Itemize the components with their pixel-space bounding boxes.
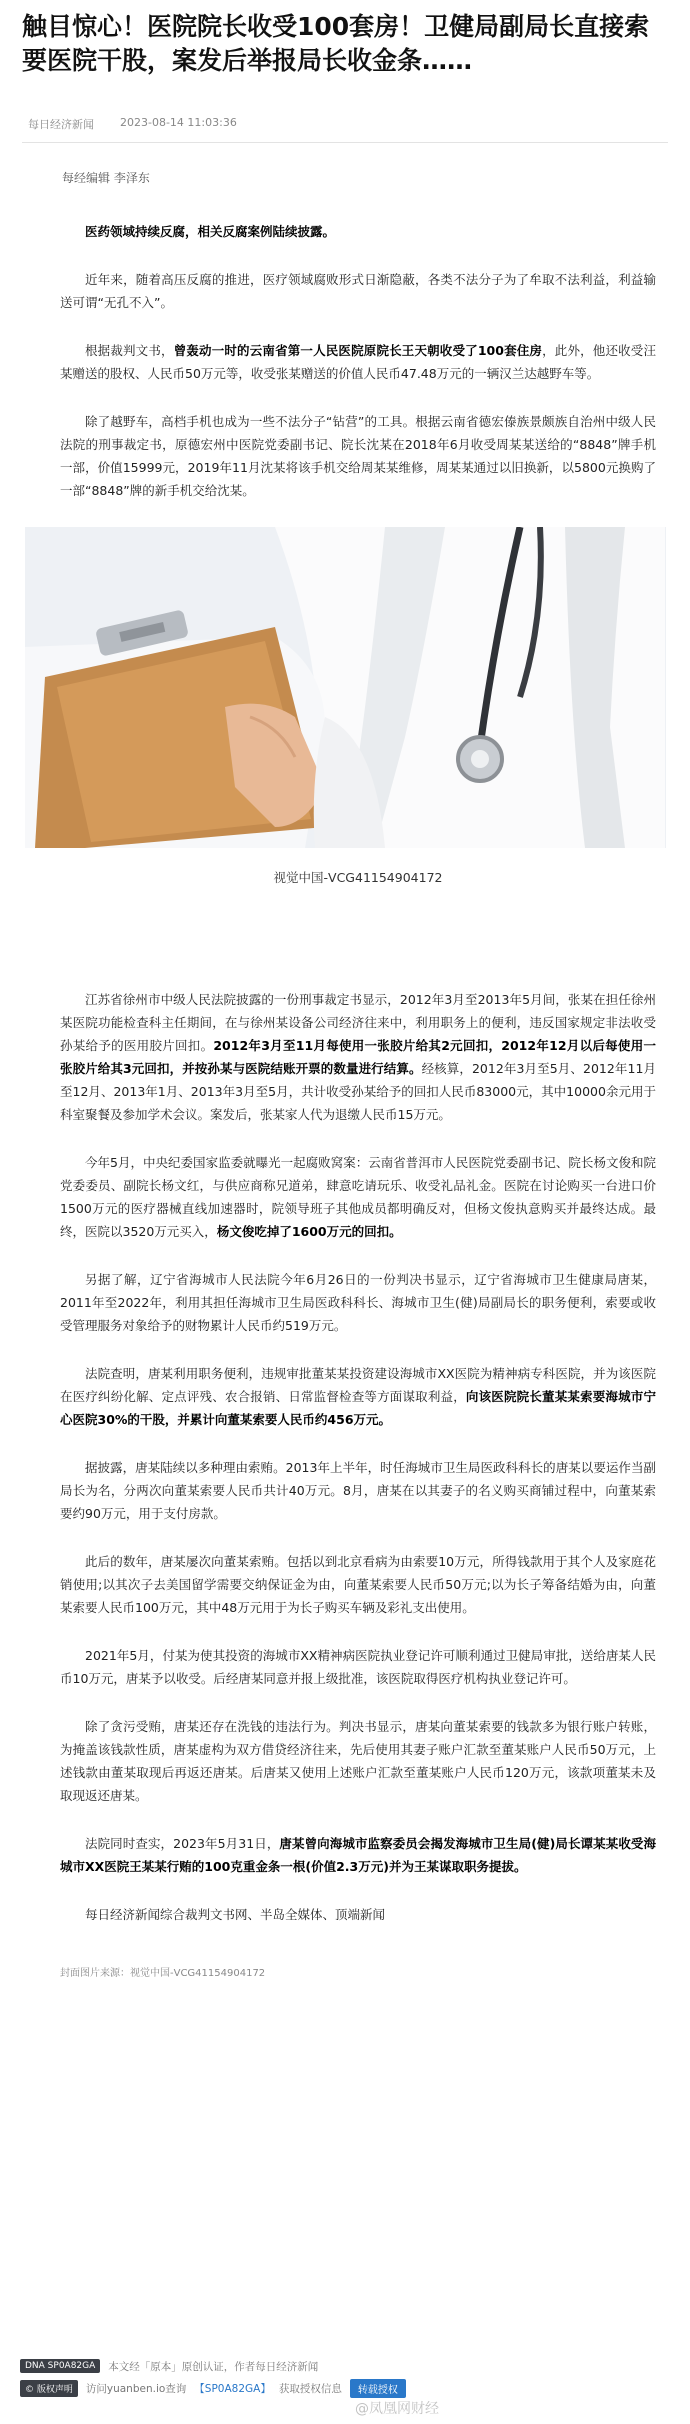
- paragraph: 医药领域持续反腐，相关反腐案例陆续披露。: [85, 224, 336, 239]
- article-meta: [28, 116, 668, 132]
- article-body: [60, 156, 656, 2014]
- paragraph: 据披露，唐某陆续以多种理由索贿。2013年上半年，时任海城市卫生局医政科科长的唐某以要运作当副局长为名，分两次向董某索要人民币共计40万元。8月，唐某在以其妻子的名义购买商铺过程中，向董某索要约90万元，用于支付房款。: [60, 1460, 656, 1521]
- article-title: 触目惊心！医院院长收受100套房！卫健局副局长直接索要医院干股，案发后举报局长收金条……: [22, 12, 650, 75]
- paragraph: 法院查明，唐某利用职务便利，违规审批董某某投资建设海城市XX医院为精神病专科医院，并为该医院在医疗纠纷化解、定点评残、农合报销、日常监督检查等方面谋取利益，向该医院院长董某某索要海城市宁心医院30%的干股，并累计向董某索要人民币约456万元。: [60, 1366, 656, 1427]
- paragraph: 江苏省徐州市中级人民法院披露的一份刑事裁定书显示，2012年3月至2013年5月间，张某在担任徐州某医院功能检查科主任期间，在与徐州某设备公司经济往来中，利用职务上的便利，违反国家规定非法收受孙某给予的医用胶片回扣。2012年3月至11月每使用一张胶片给其2元回扣，2012年12月以后每使用一张胶片给其3元回扣，并按孙某与医院结账开票的数量进行结算。经核算，2012年3月至5月、2012年11月至12月、2013年1月、2013年3月至5月，共计收受孙某给予的回扣人民币83000元，其中10000余元用于科室聚餐及参加学术会议。案发后，张某家人代为退缴人民币15万元。: [60, 992, 656, 1122]
- paragraph: 另据了解，辽宁省海城市人民法院今年6月26日的一份判决书显示，辽宁省海城市卫生健康局唐某，2011年至2022年，利用其担任海城市卫生局医政科科长、海城市卫生(健)局副局长的职务便利，索要或收受管理服务对象给予的财物累计人民币约519万元。: [60, 1272, 656, 1333]
- paragraph: 每日经济新闻综合裁判文书网、半岛全媒体、顶端新闻: [85, 1907, 386, 1922]
- footer-row-2: [20, 2377, 670, 2399]
- paragraph: 除了贪污受贿，唐某还存在洗钱的违法行为。判决书显示，唐某向董某索要的钱款多为银行账户转账，为掩盖该钱款性质，唐某虚构为双方借贷经济往来，先后使用其妻子账户汇款至董某账户人民币50万元，上述钱款由董某取现后再返还唐某。后唐某又使用上述账户汇款至董某账户人民币120万元，该款项董某未及取现返还唐某。: [60, 1719, 656, 1803]
- footer-line-1: 本文经「原本」原创认证，作者每日经济新闻: [108, 2360, 319, 2373]
- auth-code-link[interactable]: 【SP0A82GA】: [194, 2382, 271, 2395]
- paragraph: 除了越野车，高档手机也成为一些不法分子“钻营”的工具。根据云南省德宏傣族景颇族自治州中级人民法院的刑事裁定书，原德宏州中医院党委副书记、院长沈某在2018年6月收受周某某送给的“8848”牌手机一部，价值15999元，2019年11月沈某将该手机交给周某某维修，周某某通过以旧换新，以5800元换购了一部“8848”牌的新手机交给沈某。: [60, 414, 656, 498]
- image-credit: 封面图片来源：视觉中国-VCG41154904172: [60, 1968, 266, 1979]
- footer-line-2-prefix: 访问yuanben.io查询: [85, 2382, 187, 2395]
- title-divider: [22, 142, 668, 143]
- footer-row-1: [20, 2355, 670, 2377]
- editor-line: 每经编辑 李泽东: [62, 171, 150, 185]
- paragraph: 近年来，随着高压反腐的推进，医疗领域腐败形式日渐隐蔽，各类不法分子为了牟取不法利益，利益输送可谓“无孔不入”。: [60, 272, 656, 310]
- site-watermark: @凤凰网财经: [355, 2401, 439, 2417]
- paragraph: 此后的数年，唐某屡次向董某索贿。包括以到北京看病为由索要10万元，所得钱款用于其个人及家庭花销使用;以其次子去美国留学需要交纳保证金为由，向董某索要人民币50万元;以为长子筹备结婚为由，向董某索要人民币100万元，其中48万元用于为长子购买车辆及彩礼支出使用。: [60, 1554, 656, 1615]
- paragraph: 根据裁判文书，曾轰动一时的云南省第一人民医院原院长王天朝收受了100套住房，此外，他还收受汪某赠送的股权、人民币50万元等，收受张某赠送的价值人民币47.48万元的一辆汉兰达越野车等。: [60, 343, 656, 381]
- paragraph: 今年5月，中央纪委国家监委就曝光一起腐败窝案：云南省普洱市人民医院党委副书记、院长杨文俊和院党委委员、副院长杨文红，与供应商称兄道弟，肆意吃请玩乐、收受礼品礼金。医院在讨论购买一台进口价1500万元的医疗器械直线加速器时，院领导班子其他成员都明确反对，但杨文俊执意购买并最终达成。最终，医院以3520万元买入，杨文俊吃掉了1600万元的回扣。: [60, 1155, 656, 1239]
- dna-badge: DNA SP0A82GA: [20, 2359, 100, 2373]
- source-link[interactable]: 每日经济新闻: [28, 118, 94, 131]
- copyright-badge: © 版权声明: [20, 2380, 78, 2397]
- paragraph: 法院同时查实，2023年5月31日，唐某曾向海城市监察委员会揭发海城市卫生局(健)局长谭某某收受海城市XX医院王某某行贿的100克重金条一根(价值2.3万元)并为王某谋取职务提拔。: [60, 1836, 657, 1874]
- photo-caption: 视觉中国-VCG41154904172: [273, 870, 443, 885]
- copyright-footer: [20, 2355, 670, 2399]
- reprint-auth-button[interactable]: 转载授权: [350, 2379, 406, 2398]
- article-photo: [25, 527, 666, 848]
- doctor-clipboard-illustration: [25, 527, 666, 848]
- paragraph: 2021年5月，付某为使其投资的海城市XX精神病医院执业登记许可顺利通过卫健局审批，送给唐某人民币10万元，唐某予以收受。后经唐某同意并报上级批准，该医院取得医疗机构执业登记许可。: [60, 1648, 656, 1686]
- footer-line-2-middle: 获取授权信息: [278, 2382, 342, 2395]
- publish-time: 2023-08-14 11:03:36: [120, 116, 237, 129]
